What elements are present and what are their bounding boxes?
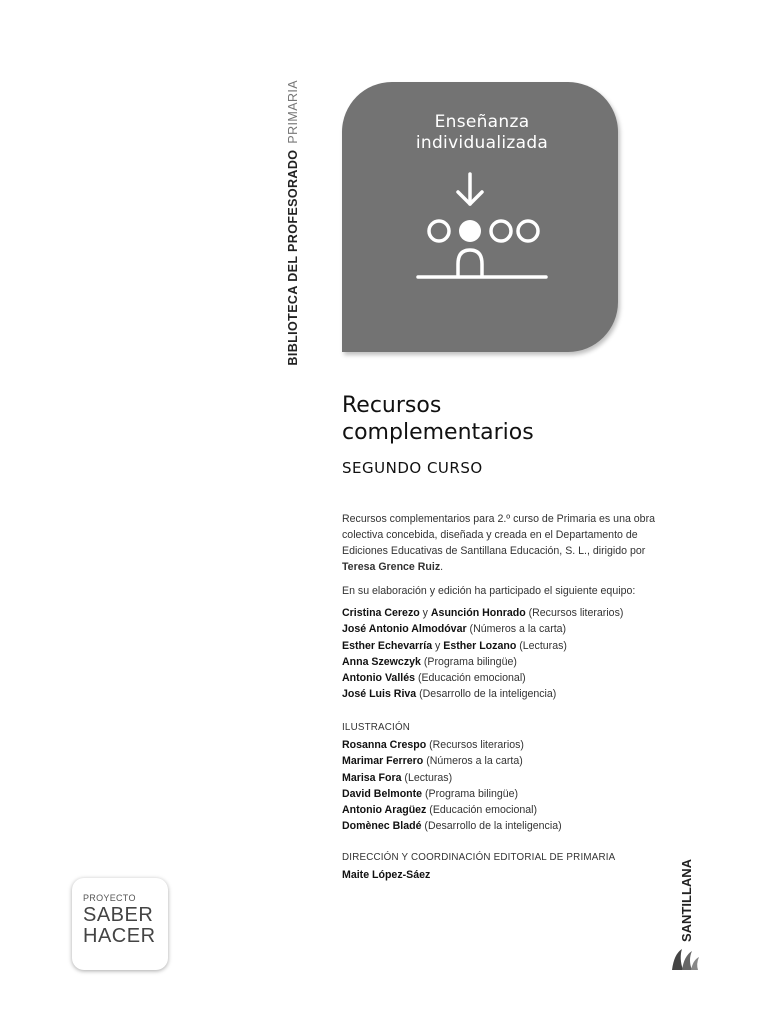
badge-title xyxy=(342,112,622,154)
intro-text: Recursos complementarios para 2.º curso de Primaria es una obra colectiva concebida, diseñada y creada en el Departamento de Ediciones Educativas de Santillana Educación, S. L., dirigido por xyxy=(342,513,655,557)
illus-n1: Marisa Fora xyxy=(342,771,402,784)
team-r: (Programa bilingüe) xyxy=(420,655,517,668)
illustration-heading: ILUSTRACIÓN xyxy=(342,722,411,733)
team-n2: Esther Lozano xyxy=(443,639,517,652)
intro-end: . xyxy=(440,561,444,573)
team-list xyxy=(342,605,623,703)
badge-title-line1: Enseñanza xyxy=(434,112,530,132)
illus-n1: Domènec Bladé xyxy=(342,820,422,833)
illus-r: (Números a la carta) xyxy=(423,755,523,768)
title-line2: complementarios xyxy=(342,420,534,445)
team-r: (Recursos literarios) xyxy=(525,607,624,619)
direction-person: Maite López-Sáez xyxy=(342,869,431,881)
team-item xyxy=(342,638,623,654)
team-n1: José Luis Riva xyxy=(342,688,417,701)
illus-r: (Recursos literarios) xyxy=(426,739,524,751)
illustration-list xyxy=(342,737,562,835)
project-logo xyxy=(72,878,168,970)
illus-r: (Lecturas) xyxy=(401,771,453,784)
team-n1: Cristina Cerezo xyxy=(342,607,420,619)
team-n1: Antonio Vallés xyxy=(342,672,415,685)
intro-paragraph xyxy=(342,511,662,575)
illus-n1: Marimar Ferrero xyxy=(342,755,424,768)
team-r: (Educación emocional) xyxy=(415,672,526,685)
illus-item xyxy=(342,818,562,834)
illus-item xyxy=(342,770,562,786)
illus-item xyxy=(342,737,562,753)
spine-label xyxy=(281,80,305,385)
team-j: y xyxy=(432,639,444,652)
team-n1: Anna Szewczyk xyxy=(342,655,421,668)
spine-level: PRIMARIA xyxy=(286,80,300,144)
team-item xyxy=(342,654,623,670)
team-intro: En su elaboración y edición ha participado el siguiente equipo: xyxy=(342,585,636,597)
team-r: (Números a la carta) xyxy=(466,623,567,636)
course-label: SEGUNDO CURSO xyxy=(342,459,483,477)
title-line1: Recursos xyxy=(342,393,442,418)
badge-title-line2: individualizada xyxy=(415,133,549,153)
section-badge xyxy=(342,82,618,352)
team-item xyxy=(342,670,623,686)
team-n2: Asunción Honrado xyxy=(430,607,526,619)
project-small: PROYECTO xyxy=(83,893,136,903)
direction-heading: DIRECCIÓN Y COORDINACIÓN EDITORIAL DE PRIMARIA xyxy=(342,852,616,863)
illus-item xyxy=(342,786,562,802)
project-line2: HACER xyxy=(83,925,156,947)
team-r: (Lecturas) xyxy=(516,639,567,652)
team-n1: Esther Echevarría xyxy=(342,639,433,652)
illus-n1: David Belmonte xyxy=(342,787,423,800)
project-name xyxy=(83,905,156,947)
illus-r: (Programa bilingüe) xyxy=(422,787,519,800)
team-r: (Desarrollo de la inteligencia) xyxy=(416,688,557,701)
illus-n1: Antonio Aragüez xyxy=(342,804,427,817)
publisher-emblem-icon xyxy=(670,946,700,972)
team-item xyxy=(342,686,623,702)
direction-name xyxy=(342,867,430,883)
illus-n1: Rosanna Crespo xyxy=(342,739,427,751)
illus-item xyxy=(342,802,562,818)
team-item xyxy=(342,621,623,637)
team-item xyxy=(342,605,623,621)
publisher-name: SANTILLANA xyxy=(679,858,694,942)
project-line1: SABER xyxy=(83,904,154,926)
illus-r: (Educación emocional) xyxy=(426,804,538,817)
team-j: y xyxy=(419,607,431,619)
publisher-logo xyxy=(676,858,698,970)
team-n1: José Antonio Almodóvar xyxy=(342,623,467,636)
illus-r: (Desarrollo de la inteligencia) xyxy=(421,820,562,833)
individual-teaching-icon xyxy=(414,170,554,290)
illus-item xyxy=(342,753,562,769)
page-title xyxy=(342,392,534,446)
director-name: Teresa Grence Ruiz xyxy=(342,561,441,573)
spine-series: BIBLIOTECA DEL PROFESORADO xyxy=(286,149,300,366)
